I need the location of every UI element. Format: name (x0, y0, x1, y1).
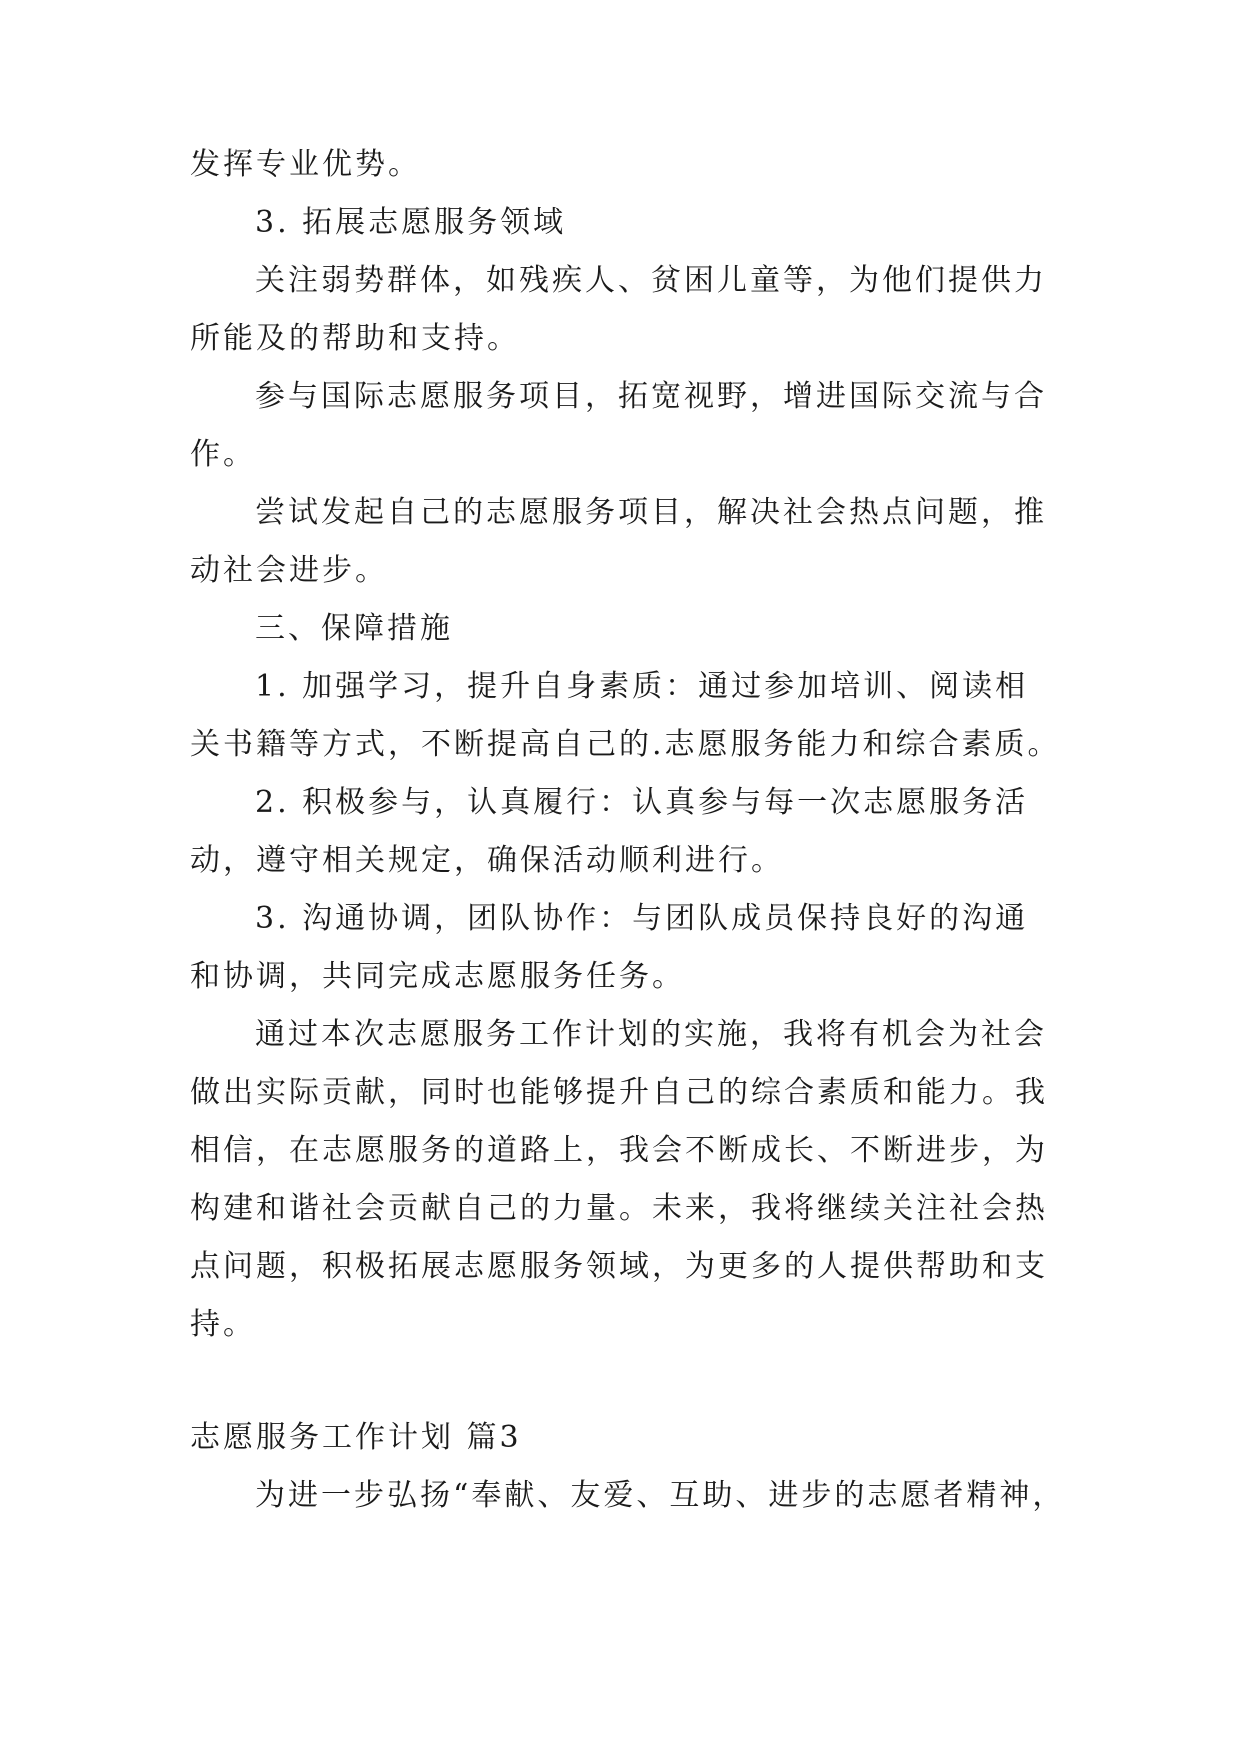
text-line-15: 和协调，共同完成志愿服务任务。 (190, 959, 685, 994)
text-line-20: 点问题，积极拓展志愿服务领域，为更多的人提供帮助和支 (190, 1249, 1048, 1284)
text-line-12: 2. 积极参与，认真履行：认真参与每一次志愿服务活 (255, 785, 1029, 820)
text-line-5: 参与国际志愿服务项目，拓宽视野，增进国际交流与合 (255, 379, 1047, 414)
text-line-16: 通过本次志愿服务工作计划的实施，我将有机会为社会 (255, 1017, 1047, 1052)
text-line-4: 所能及的帮助和支持。 (190, 321, 520, 356)
section-heading-safeguards: 三、保障措施 (255, 611, 453, 646)
text-line-7: 尝试发起自己的志愿服务项目，解决社会热点问题，推 (255, 495, 1047, 530)
text-line-18: 相信，在志愿服务的道路上，我会不断成长、不断进步，为 (190, 1133, 1048, 1168)
subheading-expand-volunteer-fields: 3. 拓展志愿服务领域 (255, 205, 567, 240)
text-line-8: 动社会进步。 (190, 553, 388, 588)
text-line-3: 关注弱势群体，如残疾人、贫困儿童等，为他们提供力 (255, 263, 1047, 298)
section-title-plan-3: 志愿服务工作计划 篇3 (190, 1420, 522, 1455)
text-line-1: 发挥专业优势。 (190, 147, 421, 182)
text-line-14: 3. 沟通协调，团队协作：与团队成员保持良好的沟通 (255, 901, 1029, 936)
text-line-13: 动，遵守相关规定，确保活动顺利进行。 (190, 843, 784, 878)
text-line-10: 1. 加强学习，提升自身素质：通过参加培训、阅读相 (255, 669, 1029, 704)
text-line-17: 做出实际贡献，同时也能够提升自己的综合素质和能力。我 (190, 1075, 1048, 1110)
text-line-6: 作。 (190, 437, 256, 472)
text-line-19: 构建和谐社会贡献自己的力量。未来，我将继续关注社会热 (190, 1191, 1048, 1226)
text-line-23: 为进一步弘扬“奉献、友爱、互助、进步的志愿者精神， (255, 1478, 1066, 1513)
text-line-21: 持。 (190, 1307, 256, 1342)
text-line-11: 关书籍等方式，不断提高自己的.志愿服务能力和综合素质。 (190, 727, 1061, 762)
